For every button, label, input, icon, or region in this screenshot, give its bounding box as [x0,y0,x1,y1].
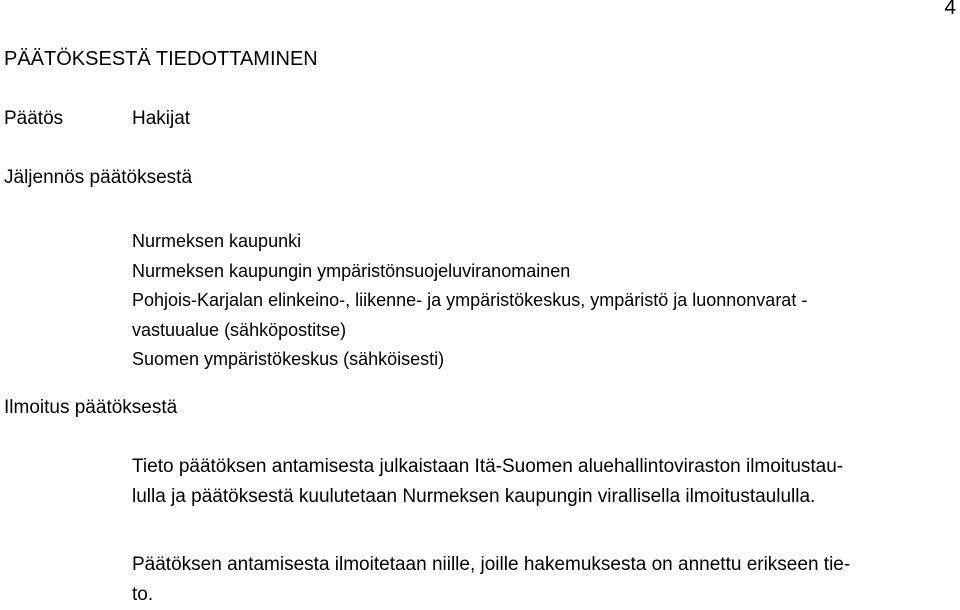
recipient-line: vastuualue (sähköpostitse) [132,319,347,340]
recipient-line: Suomen ympäristökeskus (sähköisesti) [132,349,445,370]
notice-paragraph-1 [132,452,843,512]
paragraph-line: lulla ja päätöksestä kuulutetaan Nurmeksen kaupungin virallisella ilmoitustaululla. [132,486,816,507]
section-heading: PÄÄTÖKSESTÄ TIEDOTTAMINEN [4,48,318,70]
recipient-line: Nurmeksen kaupungin ympäristönsuojeluviranomainen [132,260,571,281]
notice-label: Ilmoitus päätöksestä [4,397,178,418]
page-number: 4 [944,0,956,19]
paragraph-line: Tieto päätöksen antamisesta julkaistaan Itä-Suomen aluehallintoviraston ilmoitustau- [132,456,844,477]
recipient-line: Nurmeksen kaupunki [132,231,302,251]
notice-paragraph-2 [132,550,850,610]
decision-label: Päätös [4,108,64,129]
recipient-line: Pohjois-Karjalan elinkeino-, liikenne- ja ympäristökeskus, ympäristö ja luonnonvarat - [132,290,808,311]
copy-label: Jäljennös päätöksestä [4,167,193,188]
paragraph-line: Päätöksen antamisesta ilmoitetaan niille, joille hakemuksesta on annettu erikseen tie- [132,554,851,575]
paragraph-line: to. [132,584,154,605]
recipient-list [132,227,807,375]
decision-value: Hakijat [132,108,191,129]
